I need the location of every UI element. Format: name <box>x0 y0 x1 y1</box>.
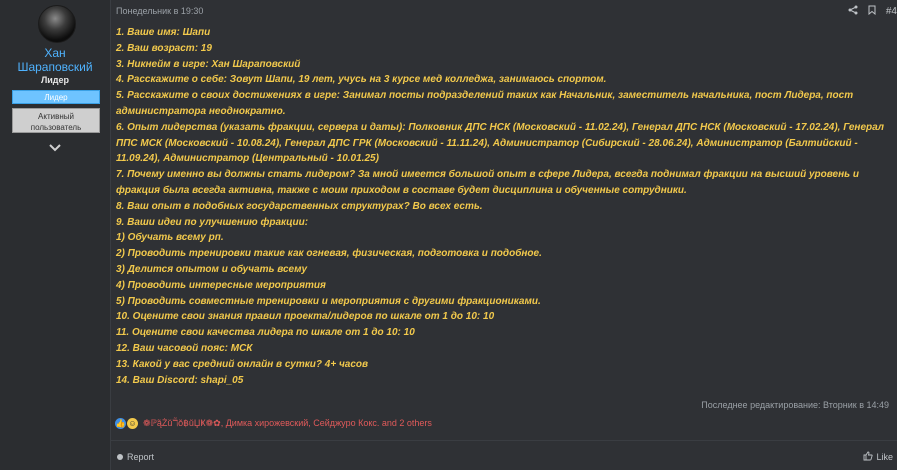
banner-line1: Активный <box>38 112 74 121</box>
likers-list[interactable]: ❁ℙą̃Żŭℸ̃ŏ฿ŭЏҜ❁✿, Димка хирожевский, Сейджуро Кокс. and 2 others <box>143 418 432 428</box>
post-line: 11. Оцените свои качества лидера по шкале от 1 до 10: 10 <box>116 327 415 339</box>
bookmark-icon[interactable] <box>868 5 876 18</box>
user-banner-active <box>12 108 100 133</box>
haha-reaction-icon: ☺ <box>128 419 137 428</box>
report-label: Report <box>127 452 155 462</box>
post-line: 14. Ваш Discord: shapi_05 <box>116 374 244 386</box>
post-line: 1. Ваше имя: Шапи <box>116 27 211 38</box>
like-reaction-icon: 👍 <box>115 419 126 428</box>
post-line: 4) Проводить интересные мероприятия <box>116 279 326 291</box>
post-line: 5. Расскажите о своих достижениях в игре: Занимал посты подразделений таких как Начальник, заместитель начальника, пост Лидера, пост администратора неоднократно. <box>116 90 854 117</box>
user-title: Лидер <box>40 75 70 85</box>
user-banner-leader: Лидер <box>12 90 100 104</box>
reactions-bar[interactable] <box>115 418 432 429</box>
username-line1[interactable]: Хан <box>44 46 66 60</box>
post-line: 6. Опыт лидерства (указать фракции, сервера и даты): Полковник ДПС НСК (Московский - 11.02.24), Генерал ДПС НСК (Московский - 17.02.24), Генерал ППС МСК (Московский - 10.08.24), Генерал ДПС ГРК (Московский - 11.11.24), Администратор (Сибирский - 28.06.24), Администратор (Балтийский - 11.09.24), Администратор (Центральный - 10.01.25) <box>116 121 885 165</box>
post-number[interactable]: #4 <box>885 5 897 17</box>
post-line: 9. Ваши идеи по улучшению фракции: <box>116 216 309 228</box>
share-icon[interactable] <box>848 5 858 18</box>
post-body <box>116 25 891 388</box>
post-line: 12. Ваш часовой пояс: МСК <box>116 342 253 354</box>
post-line: 10. Оцените свои знания правил проекта/лидеров по шкале от 1 до 10: 10 <box>116 311 495 323</box>
banner-line2: пользователь <box>30 123 82 132</box>
post-date[interactable]: Понедельник в 19:30 <box>116 6 204 16</box>
user-pane <box>0 0 111 470</box>
like-button[interactable] <box>863 451 893 463</box>
post-line: 8. Ваш опыт в подобных государственных структурах? Во всех есть. <box>116 200 483 212</box>
post-line: 13. Какой у вас средний онлайн в сутки? 4+ часов <box>116 358 369 370</box>
last-edited: Последнее редактирование: Вторник в 14:49 <box>701 400 889 410</box>
post-line: 3) Делится опытом и обучать всему <box>116 263 308 275</box>
username[interactable] <box>0 46 110 74</box>
post-actions <box>848 4 897 18</box>
report-icon <box>117 454 123 460</box>
report-button[interactable] <box>117 452 154 462</box>
footer-divider <box>111 440 897 441</box>
post-line: 4. Расскажите о себе: Зовут Шапи, 19 лет, учусь на 3 курсе мед колледжа, занимаюсь спортом. <box>116 74 607 86</box>
post-line: 3. Никнейм в игре: Хан Шараповский <box>116 58 301 70</box>
username-line2[interactable]: Шараповский <box>17 60 93 74</box>
post-main <box>111 0 897 470</box>
avatar[interactable] <box>38 5 76 43</box>
like-label: Like <box>876 452 893 462</box>
thumbs-up-icon <box>863 451 873 463</box>
post-line: 2. Ваш возраст: 19 <box>116 42 212 54</box>
post-line: 2) Проводить тренировки такие как огневая, физическая, подготовка и подобное. <box>116 248 542 260</box>
post-line: 5) Проводить совместные тренировки и мероприятия с другими фракциониками. <box>116 295 541 307</box>
post-line: 1) Обучать всему рп. <box>116 232 224 244</box>
post-line: 7. Почему именно вы должны стать лидером? За мной имеется большой опыт в сфере Лидера, всегда поднимал фракции на высший уровень и фракция была всегда активна, также с моим приходом в составе будет дисциплина и обученные сотрудники. <box>116 169 859 196</box>
chevron-down-icon[interactable] <box>48 141 62 155</box>
